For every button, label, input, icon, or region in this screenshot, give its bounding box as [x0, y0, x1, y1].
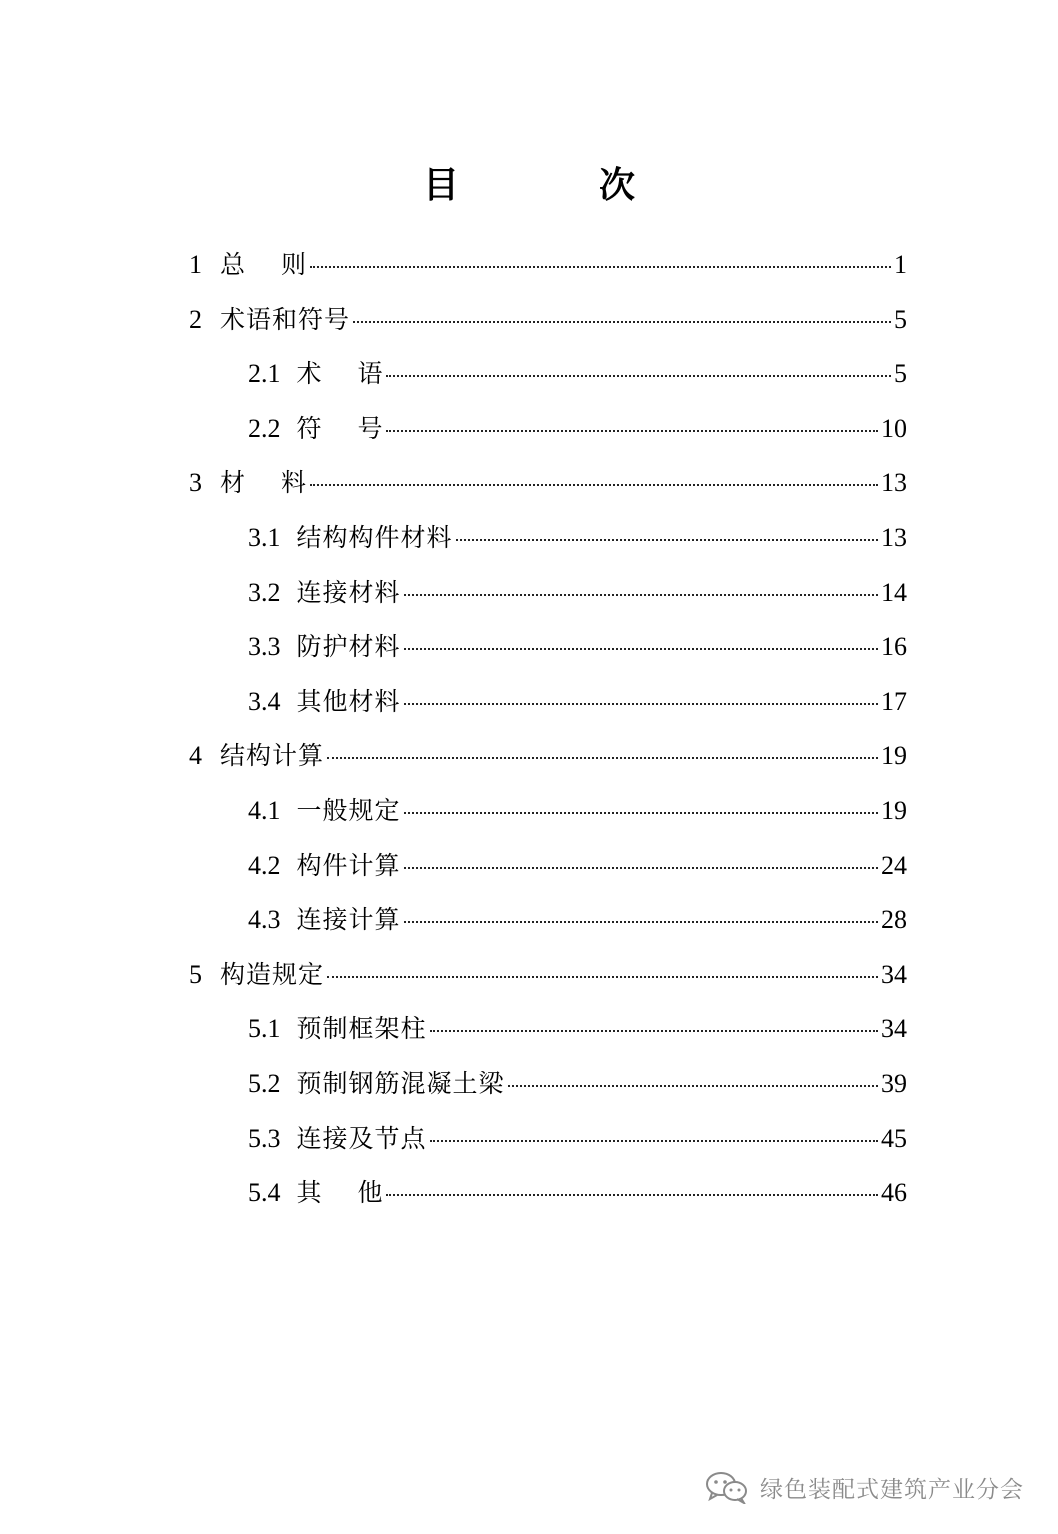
toc-entry[interactable] [189, 729, 907, 784]
toc-dot-leader [456, 539, 878, 541]
toc-entry-page-number: 16 [881, 632, 907, 662]
toc-entry-number: 5.2 [248, 1068, 281, 1098]
toc-entry[interactable] [189, 566, 907, 621]
toc-entry-title: 防护材料 [296, 632, 401, 662]
toc-entry-title: 结构构件材料 [296, 522, 453, 552]
toc-entry-number: 5.3 [248, 1123, 281, 1153]
toc-dot-leader [404, 921, 878, 923]
toc-entry[interactable] [189, 293, 907, 348]
toc-entry-page-number: 34 [881, 1014, 907, 1044]
toc-entry[interactable] [189, 238, 907, 293]
toc-dot-leader [327, 757, 878, 759]
toc-dot-leader [386, 1194, 878, 1196]
toc-dot-leader [310, 484, 878, 486]
toc-entry-number: 2 [189, 304, 202, 334]
toc-entry-number: 1 [189, 250, 202, 279]
toc-entry-title: 连接计算 [296, 905, 401, 935]
toc-entry[interactable] [189, 347, 907, 402]
toc-entry[interactable] [189, 456, 907, 511]
toc-entry-title: 其 他 [296, 1178, 384, 1208]
toc-entry-page-number: 5 [894, 304, 907, 334]
toc-entry-title: 术语和符号 [220, 304, 351, 334]
watermark [704, 1470, 1024, 1504]
toc-dot-leader [327, 976, 878, 978]
toc-entry[interactable] [189, 784, 907, 839]
toc-dot-leader [404, 812, 878, 814]
toc-dot-leader [508, 1085, 878, 1087]
toc-entry-page-number: 17 [881, 686, 907, 716]
page-title: 目 次 [422, 165, 687, 206]
toc-entry-page-number: 19 [881, 795, 907, 825]
toc-entry[interactable] [189, 1002, 907, 1057]
toc-entry-title: 总 则 [220, 250, 307, 279]
toc-entry-page-number: 1 [894, 250, 907, 279]
toc-entry-page-number: 46 [881, 1178, 907, 1208]
toc-entry-page-number: 39 [881, 1068, 907, 1098]
toc-entry-number: 3.1 [248, 522, 281, 552]
toc-entry-number: 2.1 [248, 359, 281, 389]
toc-entry-title: 预制钢筋混凝土梁 [296, 1068, 505, 1098]
toc-entry-title: 构造规定 [220, 959, 325, 989]
watermark-text: 绿色装配式建筑产业分会 [760, 1476, 1024, 1503]
toc-dot-leader [430, 1140, 878, 1142]
toc-entry[interactable] [189, 1057, 907, 1112]
toc-dot-leader [404, 703, 878, 705]
toc-dot-leader [404, 594, 878, 596]
toc-entry-page-number: 13 [881, 522, 907, 552]
toc-entry-title: 预制框架柱 [296, 1014, 427, 1044]
toc-entry-number: 4.3 [248, 905, 281, 935]
toc-entry-page-number: 28 [881, 905, 907, 935]
toc-entry[interactable] [189, 948, 907, 1003]
toc-entry-page-number: 14 [881, 577, 907, 607]
toc-entry-title: 术 语 [296, 359, 384, 389]
toc-dot-leader [353, 321, 891, 323]
toc-entry[interactable] [189, 675, 907, 730]
toc-dot-leader [404, 648, 878, 650]
toc-entry-number: 5.4 [248, 1178, 281, 1208]
toc-entry-page-number: 5 [894, 359, 907, 389]
toc-entry[interactable] [189, 893, 907, 948]
toc-entry-title: 一般规定 [296, 795, 401, 825]
toc-entry[interactable] [189, 1112, 907, 1167]
toc-entry-number: 4 [189, 741, 202, 771]
toc-entry-page-number: 45 [881, 1123, 907, 1153]
toc-dot-leader [386, 430, 878, 432]
toc-entry[interactable] [189, 402, 907, 457]
toc-entry-page-number: 19 [881, 741, 907, 771]
toc-entry[interactable] [189, 511, 907, 566]
toc-entry-title: 其他材料 [296, 686, 401, 716]
toc-entry-number: 3 [189, 468, 202, 498]
toc-entry-number: 3.3 [248, 632, 281, 662]
wechat-icon [704, 1470, 750, 1504]
toc-entry-title: 结构计算 [220, 741, 325, 771]
toc-entry-title: 连接材料 [296, 577, 401, 607]
toc-dot-leader [404, 867, 878, 869]
toc-dot-leader [310, 266, 891, 268]
toc-entry-title: 符 号 [296, 413, 384, 443]
toc-entry-number: 4.2 [248, 850, 281, 880]
toc-dot-leader [430, 1030, 878, 1032]
toc-entry-title: 连接及节点 [296, 1123, 427, 1153]
toc-dot-leader [386, 375, 891, 377]
toc-entry-page-number: 24 [881, 850, 907, 880]
table-of-contents [189, 238, 907, 1221]
toc-entry[interactable] [189, 620, 907, 675]
toc-entry[interactable] [189, 1166, 907, 1221]
toc-entry-title: 材 料 [220, 468, 307, 498]
toc-entry-number: 3.4 [248, 686, 281, 716]
toc-entry-number: 5 [189, 959, 202, 989]
toc-entry-page-number: 13 [881, 468, 907, 498]
toc-entry-title: 构件计算 [296, 850, 401, 880]
toc-entry-number: 4.1 [248, 795, 281, 825]
toc-entry-page-number: 10 [881, 413, 907, 443]
toc-entry-number: 2.2 [248, 413, 281, 443]
toc-entry[interactable] [189, 839, 907, 894]
toc-entry-number: 3.2 [248, 577, 281, 607]
toc-entry-page-number: 34 [881, 959, 907, 989]
toc-entry-number: 5.1 [248, 1014, 281, 1044]
